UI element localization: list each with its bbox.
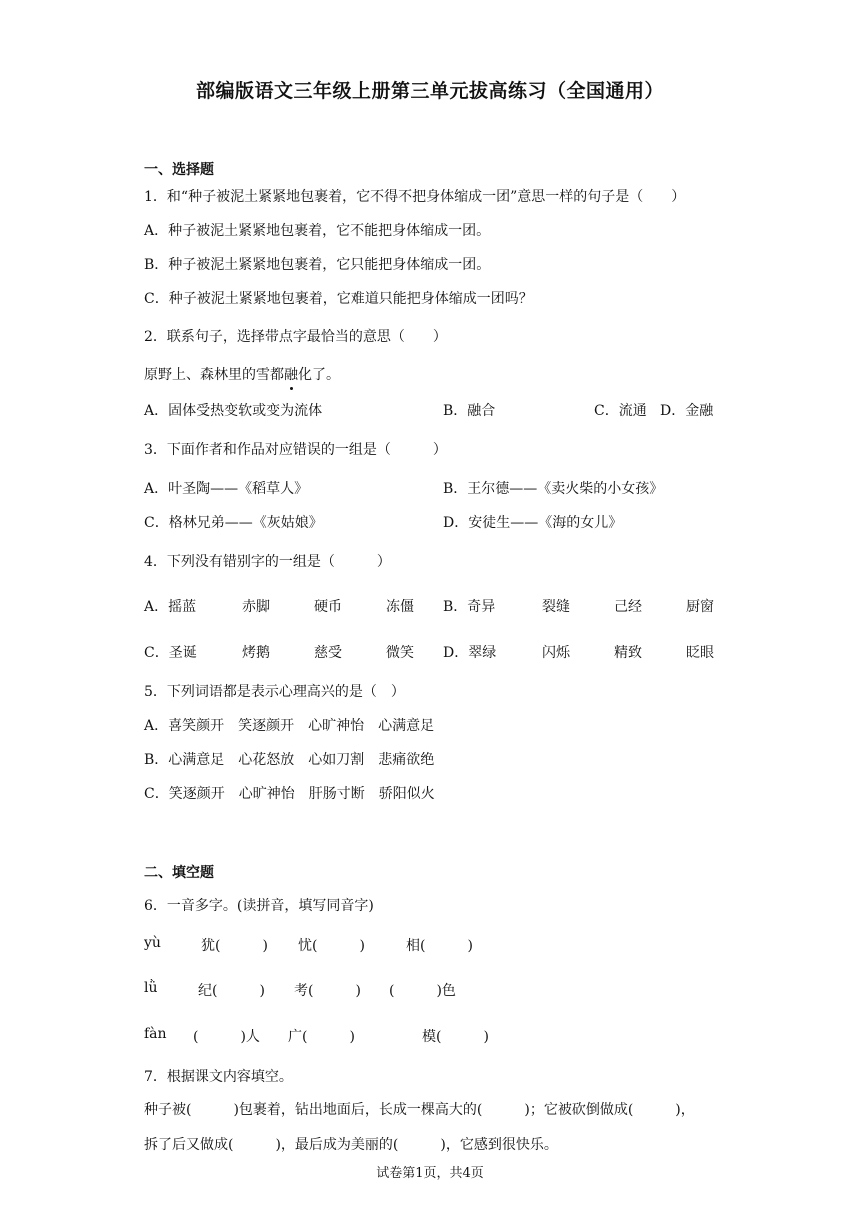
q5-option-a: A．喜笑颜开 笑逐颜开 心旷神怡 心满意足 (144, 718, 435, 734)
q4-word: 精致 (614, 645, 642, 661)
q4-word: C．圣诞 (144, 645, 197, 661)
q2-option-b: B．融合 (443, 403, 496, 419)
q2-option-d: D．金融 (660, 403, 714, 419)
q4-word: 慈受 (314, 645, 342, 661)
q2-dotted-char: 融 (284, 364, 298, 384)
q3-stem: 3．下面作者和作品对应错误的一组是（ ） (144, 442, 447, 458)
q7-stem: 7．根据课文内容填空。 (144, 1069, 293, 1085)
page-title: 部编版语文三年级上册第三单元拔高练习（全国通用） (195, 80, 664, 102)
q3-option-d: D．安徒生——《海的女儿》 (443, 515, 623, 531)
q6-stem: 6．一音多字。(读拼音，填写同音字) (144, 898, 374, 914)
q2-option-a: A．固体受热变软或变为流体 (144, 403, 323, 419)
q6-blank: 纪( ) (198, 983, 265, 999)
q3-option-b: B．王尔德——《卖火柴的小女孩》 (443, 481, 664, 497)
q1-option-c: C．种子被泥土紧紧地包裹着，它难道只能把身体缩成一团吗？ (144, 291, 533, 307)
q1-option-b: B．种子被泥土紧紧地包裹着，它只能把身体缩成一团。 (144, 257, 491, 273)
q7-line1: 种子被( )包裹着，钻出地面后，长成一棵高大的( )；它被砍倒做成( )， (144, 1102, 695, 1118)
q4-word: 裂缝 (542, 599, 570, 615)
q6-pinyin: lǜ (144, 980, 158, 996)
q4-word: 眨眼 (686, 645, 714, 661)
q6-pinyin: yù (144, 935, 161, 951)
q6-blank: 广( ) (288, 1029, 355, 1045)
section-heading-choice: 一、选择题 (144, 162, 214, 178)
q4-word: 赤脚 (242, 599, 270, 615)
q1-option-a: A．种子被泥土紧紧地包裹着，它不能把身体缩成一团。 (144, 223, 491, 239)
q4-word: 己经 (614, 599, 642, 615)
q1-stem: 1．和“种子被泥土紧紧地包裹着，它不得不把身体缩成一团”意思一样的句子是（ ） (144, 189, 686, 205)
q6-blank: 考( ) (294, 983, 361, 999)
q5-option-c: C．笑逐颜开 心旷神怡 肝肠寸断 骄阳似火 (144, 786, 435, 802)
q4-word: B．奇异 (443, 599, 496, 615)
q6-blank: 模( ) (422, 1029, 489, 1045)
q6-pinyin: fàn (144, 1026, 167, 1042)
q4-word: 硬币 (314, 599, 342, 615)
q4-word: 闪烁 (542, 645, 570, 661)
q3-option-c: C．格林兄弟——《灰姑娘》 (144, 515, 323, 531)
q4-stem: 4．下列没有错别字的一组是（ ） (144, 554, 391, 570)
q2-stem: 2．联系句子，选择带点字最恰当的意思（ ） (144, 329, 447, 345)
q6-blank: ( )色 (389, 983, 456, 999)
q6-blank: 相( ) (406, 938, 473, 954)
q4-word: 微笑 (386, 645, 414, 661)
page-footer: 试卷第1页，共4页 (376, 1166, 484, 1181)
q4-word: 冻僵 (386, 599, 414, 615)
section-heading-fill: 二、填空题 (144, 865, 214, 881)
q2-sentence (144, 364, 340, 384)
q6-blank: 犹( ) (201, 938, 268, 954)
q4-word: 厨窗 (686, 599, 714, 615)
q5-stem: 5．下列词语都是表示心理高兴的是（ ） (144, 684, 405, 700)
q5-option-b: B．心满意足 心花怒放 心如刀割 悲痛欲绝 (144, 752, 435, 768)
q2-sentence-post: 化了。 (298, 367, 340, 383)
q2-option-c: C．流通 (594, 403, 647, 419)
q4-word: D．翠绿 (443, 645, 497, 661)
q4-word: A．摇蓝 (144, 599, 197, 615)
q2-sentence-pre: 原野上、森林里的雪都 (144, 367, 284, 383)
q6-blank: 忧( ) (298, 938, 365, 954)
q6-blank: ( )人 (193, 1029, 260, 1045)
q7-line2: 拆了后又做成( )，最后成为美丽的( )，它感到很快乐。 (144, 1137, 558, 1153)
q3-option-a: A．叶圣陶——《稻草人》 (144, 481, 309, 497)
q4-word: 烤鹅 (242, 645, 270, 661)
